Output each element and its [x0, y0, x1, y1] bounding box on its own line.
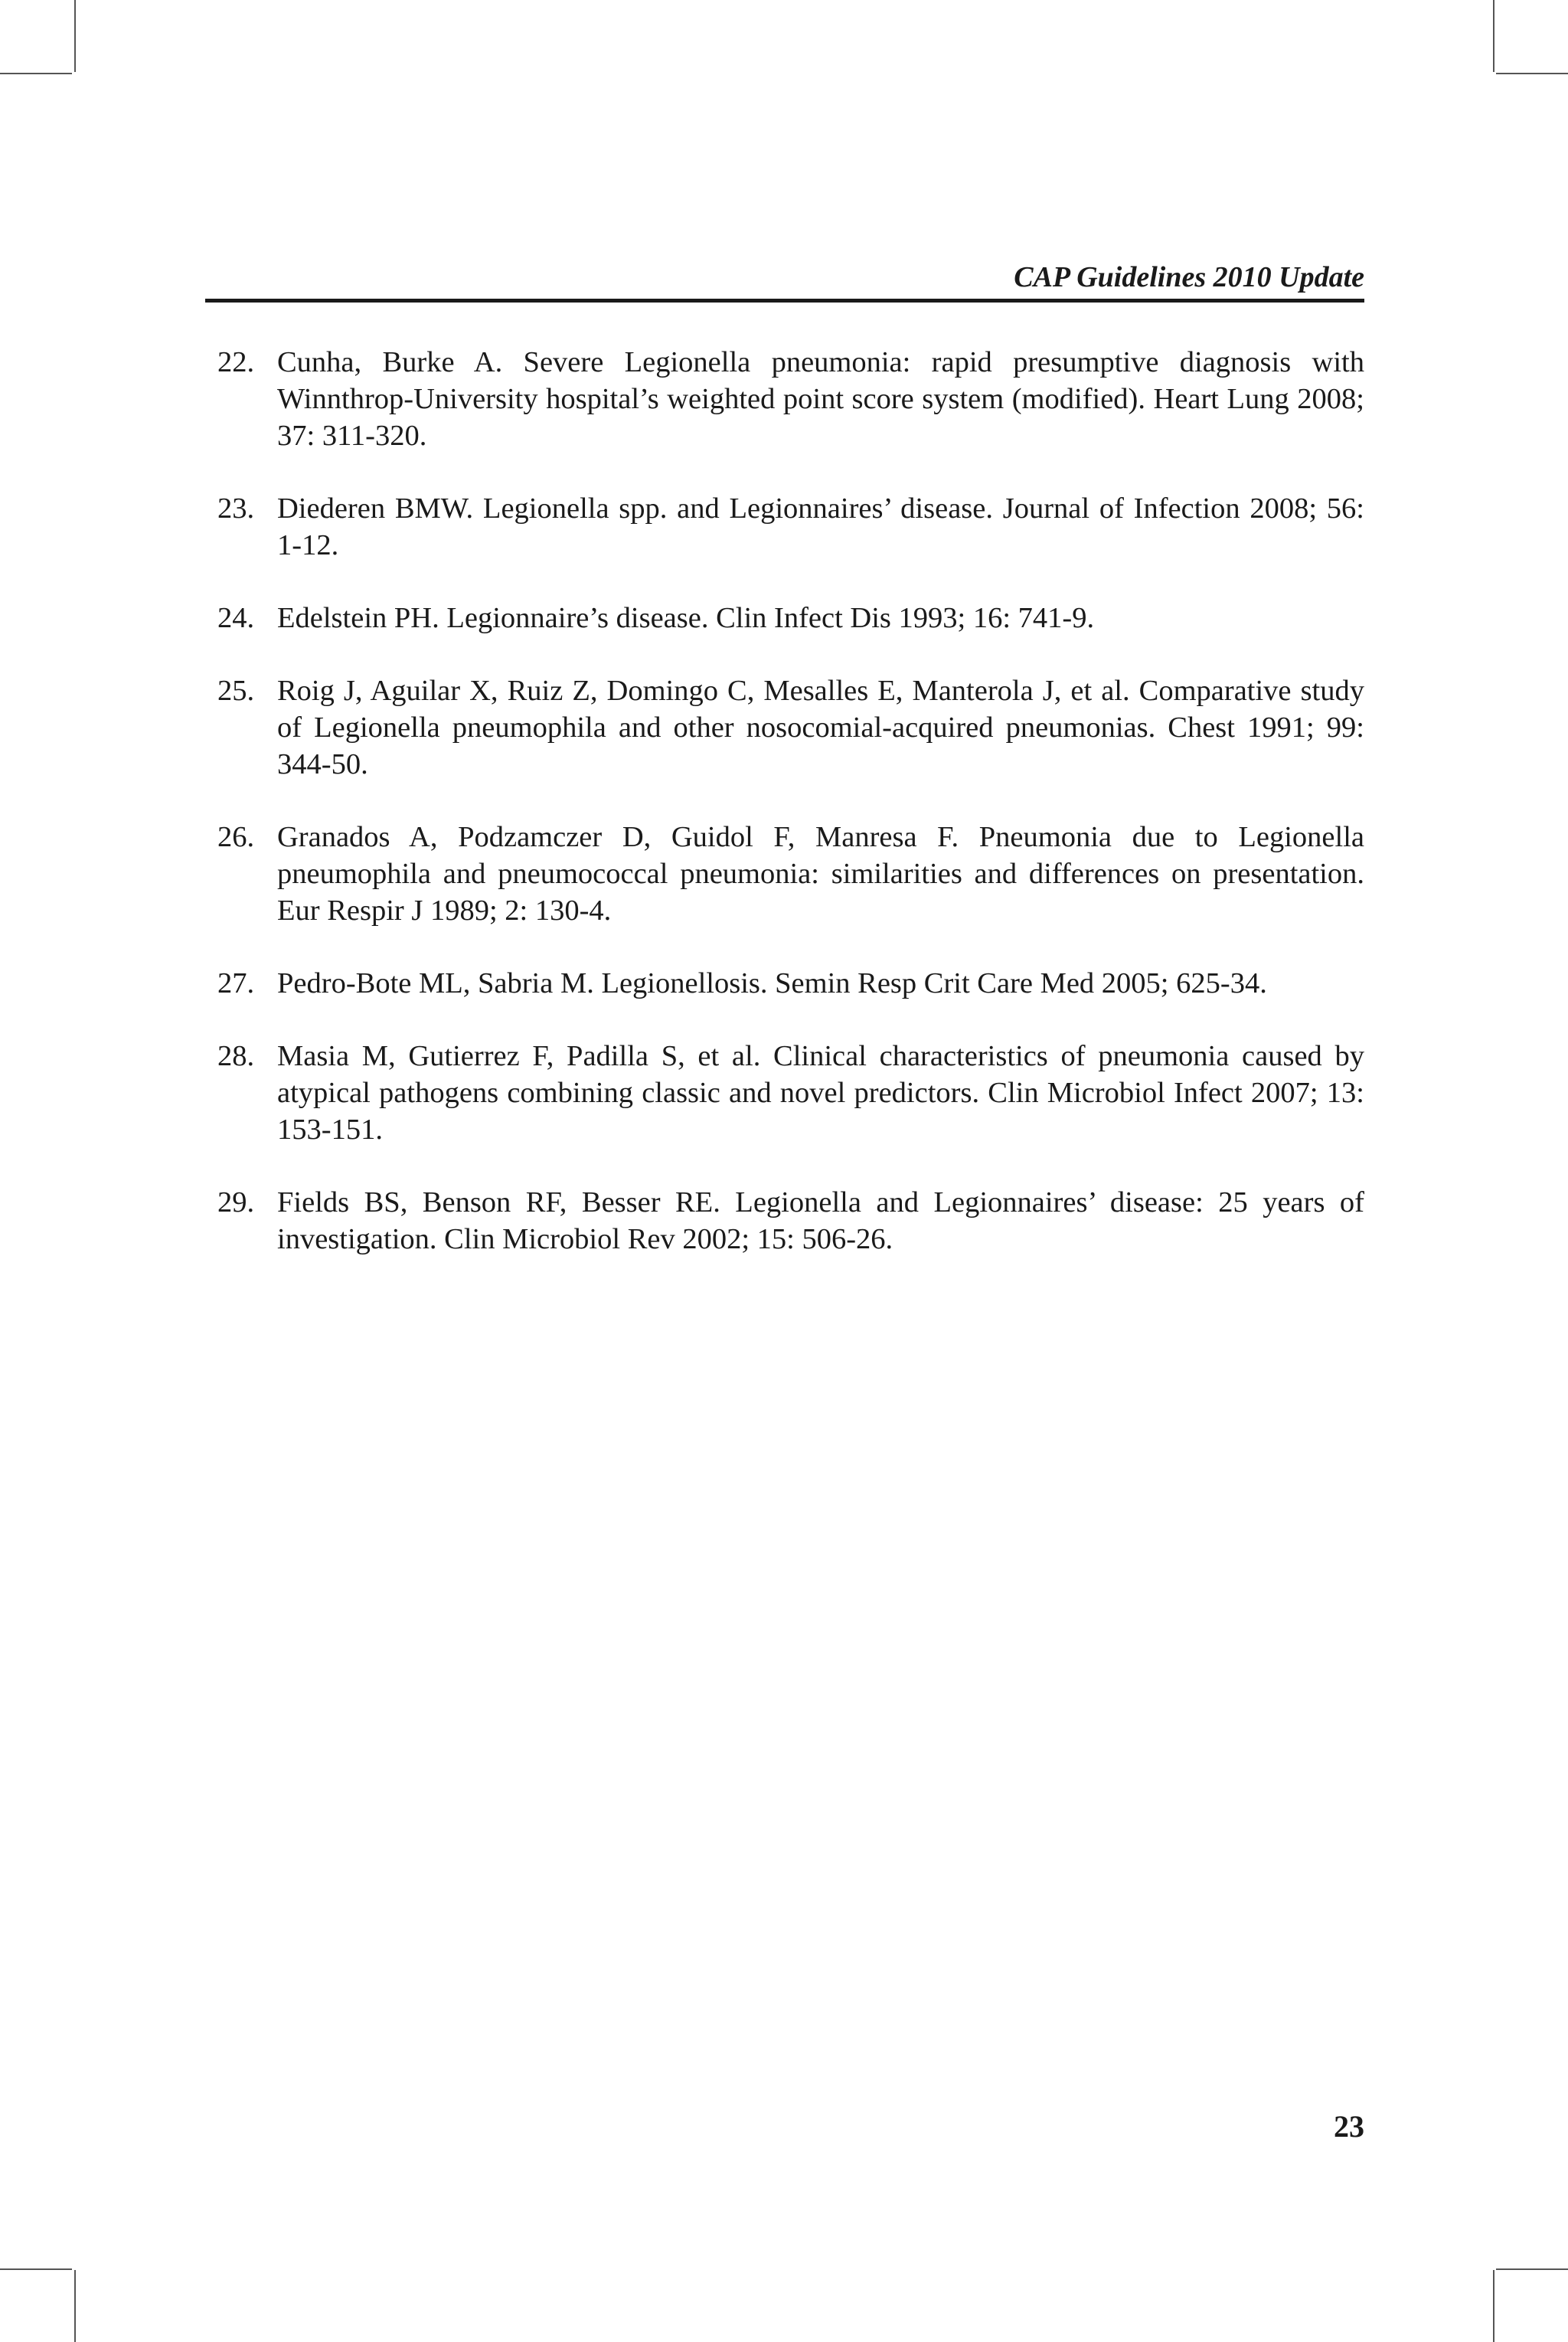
reference-text: Diederen BMW. Legionella spp. and Legionnaires’ disease. Journal of Infection 2008; 56: 1-12. — [277, 492, 1364, 561]
reference-number: 22. — [217, 346, 255, 378]
reference-text: Masia M, Gutierrez F, Padilla S, et al. Clinical characteristics of pneumonia caused by atypical pathogens combining classic and novel predictors. Clin Microbiol Infect 2007; 13: 153-151. — [277, 1040, 1364, 1146]
crop-mark-bottom-right-vertical — [1493, 2270, 1494, 2342]
reference-item — [205, 600, 1364, 636]
reference-text: Cunha, Burke A. Severe Legionella pneumonia: rapid presumptive diagnosis with Winnthrop-University hospital’s weighted point score system (modified). Heart Lung 2008; 37: 311-320. — [277, 346, 1364, 452]
crop-mark-bottom-left-horizontal — [0, 2268, 72, 2270]
reference-item — [205, 1184, 1364, 1258]
reference-text: Granados A, Podzamczer D, Guidol F, Manresa F. Pneumonia due to Legionella pneumophila and pneumococcal pneumonia: similarities and differences on presentation. Eur Respir J 1989; 2: 130-4. — [277, 821, 1364, 927]
reference-item — [205, 1038, 1364, 1148]
crop-mark-top-left-horizontal — [0, 73, 72, 74]
crop-mark-top-right-horizontal — [1496, 73, 1568, 74]
reference-number: 28. — [217, 1040, 255, 1072]
reference-item — [205, 819, 1364, 929]
reference-item — [205, 965, 1364, 1002]
reference-number: 29. — [217, 1186, 255, 1218]
reference-item — [205, 672, 1364, 783]
page-number: 23 — [1334, 2109, 1364, 2144]
crop-mark-top-right-vertical — [1493, 0, 1494, 72]
reference-item — [205, 344, 1364, 454]
crop-mark-top-left-vertical — [74, 0, 76, 72]
crop-mark-bottom-left-vertical — [74, 2270, 76, 2342]
reference-text: Edelstein PH. Legionnaire’s disease. Clin Infect Dis 1993; 16: 741-9. — [277, 602, 1095, 634]
crop-mark-bottom-right-horizontal — [1496, 2268, 1568, 2270]
header-rule — [205, 299, 1364, 303]
reference-number: 27. — [217, 967, 255, 999]
reference-item — [205, 490, 1364, 564]
reference-number: 24. — [217, 602, 255, 634]
running-header: CAP Guidelines 2010 Update — [1014, 261, 1364, 293]
reference-list — [205, 344, 1364, 1294]
reference-text: Pedro-Bote ML, Sabria M. Legionellosis. Semin Resp Crit Care Med 2005; 625-34. — [277, 967, 1267, 999]
reference-number: 25. — [217, 675, 255, 707]
reference-text: Roig J, Aguilar X, Ruiz Z, Domingo C, Mesalles E, Manterola J, et al. Comparative study of Legionella pneumophila and other nosocomial-acquired pneumonias. Chest 1991; 99: 344-50. — [277, 675, 1364, 780]
reference-text: Fields BS, Benson RF, Besser RE. Legionella and Legionnaires’ disease: 25 years of investigation. Clin Microbiol Rev 2002; 15: 506-26. — [277, 1186, 1364, 1255]
reference-number: 23. — [217, 492, 255, 525]
reference-number: 26. — [217, 821, 255, 853]
